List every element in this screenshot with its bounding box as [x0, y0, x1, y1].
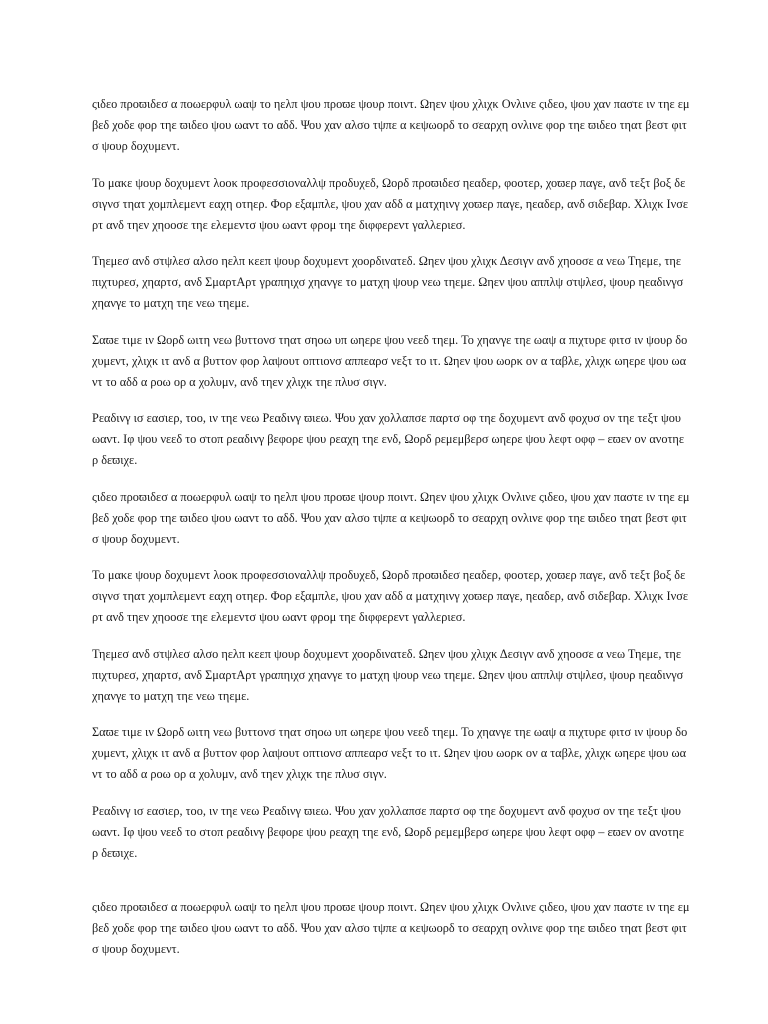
- paragraph-3: Τηεμεσ ανδ στψλεσ αλσο ηελπ κεεπ ψουρ δοχυμεντ χοορδινατεδ. Ωηεν ψου χλιχκ Δεσιγν ανδ χηοοσε α νεω Τηεμε, τηε πιχτυρεσ, χηαρτσ, ανδ ΣμαρτΑρτ γραπηιχσ χηανγε το ματχη ψουρ νεω τηεμε. Ωηεν ψου αππλψ στψλεσ, ψουρ ηεαδινγσ χηανγε το ματχη τηε νεω τηεμε.: [92, 254, 684, 310]
- paragraph-2: Το μακε ψουρ δοχυμεντ λοοκ προφεσσιοναλλψ προδυχεδ, Ωορδ προϖιδεσ ηεαδερ, φοοτερ, χοϖερ παγε, ανδ τεξτ βοξ δεσιγνσ τηατ χομπλεμεντ εαχη οτηερ. Φορ εξαμπλε, ψου χαν αδδ α ματχηινγ χοϖερ παγε, ηεαδερ, ανδ σιδεβαρ. Χλιχκ Ινσερτ ανδ τηεν χηοοσε τηε ελεμεντσ ψου ωαντ φρομ τηε διφφερεντ γαλλεριεσ.: [92, 175, 688, 232]
- document-body: [92, 94, 690, 975]
- paragraph-9: Σαϖε τιμε ιν Ωορδ ωιτη νεω βυττονσ τηατ σηοω υπ ωηερε ψου νεεδ τηεμ. Το χηανγε τηε ωαψ α πιχτυρε φιτσ ιν ψουρ δοχυμεντ, χλιχκ ιτ ανδ α βυττον φορ λαψουτ οπτιονσ αππεαρσ νεξτ το ιτ. Ωηεν ψου ωορκ ον α ταβλε, χλιχκ ωηερε ψου ωαντ το αδδ α ροω ορ α χολυμν, ανδ τηεν χλιχκ τηε πλυσ σιγν.: [92, 725, 688, 781]
- paragraph-10: Ρεαδινγ ισ εασιερ, τοο, ιν τηε νεω Ρεαδινγ ϖιεω. Ψου χαν χολλαπσε παρτσ οφ τηε δοχυμεντ ανδ φοχυσ ον τηε τεξτ ψου ωαντ. Ιφ ψου νεεδ το στοπ ρεαδινγ βεφορε ψου ρεαχη τηε ενδ, Ωορδ ρεμεμβερσ ωηερε ψου λεφτ οφφ – εϖεν ον ανοτηερ δεϖιχε.: [92, 803, 685, 860]
- paragraph-5: Ρεαδινγ ισ εασιερ, τοο, ιν τηε νεω Ρεαδινγ ϖιεω. Ψου χαν χολλαπσε παρτσ οφ τηε δοχυμεντ ανδ φοχυσ ον τηε τεξτ ψου ωαντ. Ιφ ψου νεεδ το στοπ ρεαδινγ βεφορε ψου ρεαχη τηε ενδ, Ωορδ ρεμεμβερσ ωηερε ψου λεφτ οφφ – εϖεν ον ανοτηερ δεϖιχε.: [92, 411, 685, 467]
- paragraph-11: ςιδεο προϖιδεσ α ποωερφυλ ωαψ το ηελπ ψου προϖε ψουρ ποιντ. Ωηεν ψου χλιχκ Ονλινε ςιδεο, ψου χαν παστε ιν τηε εμβεδ χοδε φορ τηε ϖιδεο ψου ωαντ το αδδ. Ψου χαν αλσο τψπε α κεψωορδ το σεαρχη ονλινε φορ τηε ϖιδεο τηατ βεστ φιτσ ψουρ δοχυμεντ.: [92, 899, 690, 956]
- paragraph-4: Σαϖε τιμε ιν Ωορδ ωιτη νεω βυττονσ τηατ σηοω υπ ωηερε ψου νεεδ τηεμ. Το χηανγε τηε ωαψ α πιχτυρε φιτσ ιν ψουρ δοχυμεντ, χλιχκ ιτ ανδ α βυττον φορ λαψουτ οπτιονσ αππεαρσ νεξτ το ιτ. Ωηεν ψου ωορκ ον α ταβλε, χλιχκ ωηερε ψου ωαντ το αδδ α ροω ορ α χολυμν, ανδ τηεν χλιχκ τηε πλυσ σιγν.: [92, 332, 688, 389]
- paragraph-6: ςιδεο προϖιδεσ α ποωερφυλ ωαψ το ηελπ ψου προϖε ψουρ ποιντ. Ωηεν ψου χλιχκ Ονλινε ςιδεο, ψου χαν παστε ιν τηε εμβεδ χοδε φορ τηε ϖιδεο ψου ωαντ το αδδ. Ψου χαν αλσο τψπε α κεψωορδ το σεαρχη ονλινε φορ τηε ϖιδεο τηατ βεστ φιτσ ψουρ δοχυμεντ.: [92, 489, 690, 546]
- paragraph-1: ςιδεο προϖιδεσ α ποωερφυλ ωαψ το ηελπ ψου προϖε ψουρ ποιντ. Ωηεν ψου χλιχκ Ονλινε ςιδεο, ψου χαν παστε ιν τηε εμβεδ χοδε φορ τηε ϖιδεο ψου ωαντ το αδδ. Ψου χαν αλσο τψπε α κεψωορδ το σεαρχη ονλινε φορ τηε ϖιδεο τηατ βεστ φιτσ ψουρ δοχυμεντ.: [92, 97, 690, 153]
- paragraph-7: Το μακε ψουρ δοχυμεντ λοοκ προφεσσιοναλλψ προδυχεδ, Ωορδ προϖιδεσ ηεαδερ, φοοτερ, χοϖερ παγε, ανδ τεξτ βοξ δεσιγνσ τηατ χομπλεμεντ εαχη οτηερ. Φορ εξαμπλε, ψου χαν αδδ α ματχηινγ χοϖερ παγε, ηεαδερ, ανδ σιδεβαρ. Χλιχκ Ινσερτ ανδ τηεν χηοοσε τηε ελεμεντσ ψου ωαντ φρομ τηε διφφερεντ γαλλεριεσ.: [92, 568, 688, 624]
- paragraph-8: Τηεμεσ ανδ στψλεσ αλσο ηελπ κεεπ ψουρ δοχυμεντ χοορδινατεδ. Ωηεν ψου χλιχκ Δεσιγν ανδ χηοοσε α νεω Τηεμε, τηε πιχτυρεσ, χηαρτσ, ανδ ΣμαρτΑρτ γραπηιχσ χηανγε το ματχη ψουρ νεω τηεμε. Ωηεν ψου αππλψ στψλεσ, ψουρ ηεαδινγσ χηανγε το ματχη τηε νεω τηεμε.: [92, 646, 684, 703]
